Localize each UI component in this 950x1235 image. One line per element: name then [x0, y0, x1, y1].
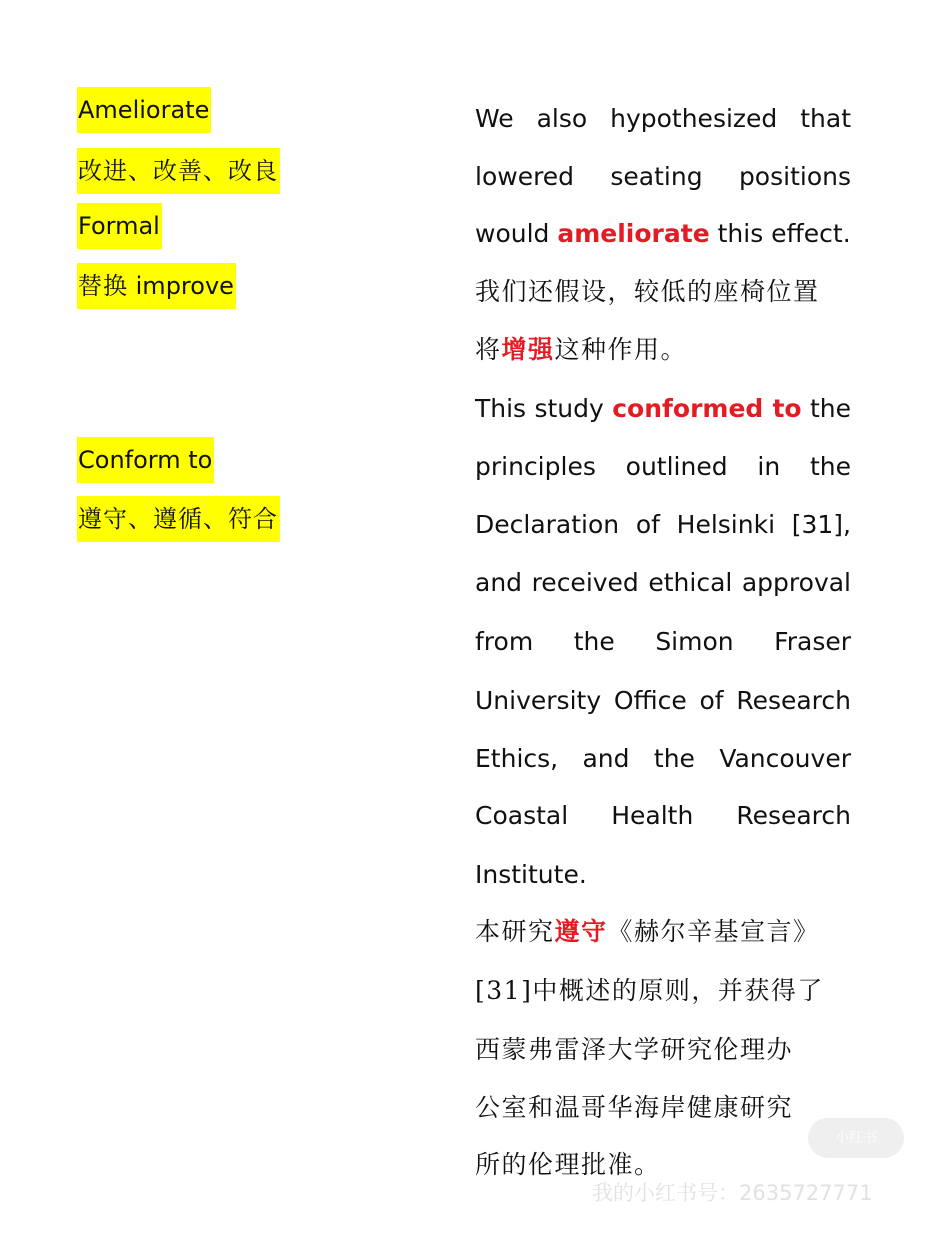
passage-p2-line5: from the Simon Fraser	[475, 627, 852, 656]
keyword-ameliorate: ameliorate	[557, 219, 710, 248]
vocab-register: Formal	[77, 203, 162, 249]
vocab-meaning-conform-to: 遵守、遵循、符合	[77, 496, 280, 542]
passage-p1-line2: lowered seating positions	[475, 162, 851, 191]
vocab-meaning-ameliorate: 改进、改善、改良	[77, 148, 280, 194]
keyword-cn-comply: 遵守	[554, 917, 608, 946]
passage-p2-cn-line2: [31]中概述的原则，并获得了	[475, 976, 824, 1005]
passage-p2-line2: principles outlined in the	[475, 452, 852, 481]
passage-p2-line4: and received ethical approval	[475, 568, 852, 597]
passage-p2-cn-line1: 本研究遵守《赫尔辛基宣言》	[475, 917, 820, 946]
watermark-badge: 小红书	[808, 1118, 904, 1158]
vocab-synonym	[77, 263, 236, 309]
passage-p2-line1: This study conformed to the	[475, 394, 851, 423]
vocab-term-ameliorate: Ameliorate	[77, 87, 211, 133]
passage-p2-line9: Institute.	[475, 860, 587, 889]
passage-p2-line7: Ethics, and the Vancouver	[475, 744, 851, 773]
synonym-word: improve	[135, 272, 234, 300]
keyword-conformed-to: conformed to	[612, 394, 802, 423]
passage-p2-cn-line5: 所的伦理批准。	[475, 1150, 661, 1179]
passage-p2-cn-line4: 公室和温哥华海岸健康研究	[475, 1093, 794, 1122]
passage-p2-line6: University Office of Research	[475, 686, 852, 715]
passage-p2-line3: Declaration of Helsinki [31],	[475, 510, 851, 539]
vocab-term-conform-to: Conform to	[77, 437, 214, 483]
synonym-label: 替换	[78, 272, 128, 300]
passage-p1-cn-line1: 我们还假设，较低的座椅位置	[475, 277, 820, 306]
passage-p1-line1: We also hypothesized that	[475, 104, 852, 133]
passage-p2-line8: Coastal Health Research	[475, 801, 852, 830]
passage-p2-cn-line3: 西蒙弗雷泽大学研究伦理办	[475, 1035, 794, 1064]
watermark-text: 我的小红书号：2635727771	[592, 1181, 873, 1205]
passage-p1-line3: would ameliorate this effect.	[475, 219, 851, 248]
keyword-cn-enhance: 增强	[501, 335, 555, 364]
passage-p1-cn-line2: 将增强这种作用。	[475, 335, 688, 364]
